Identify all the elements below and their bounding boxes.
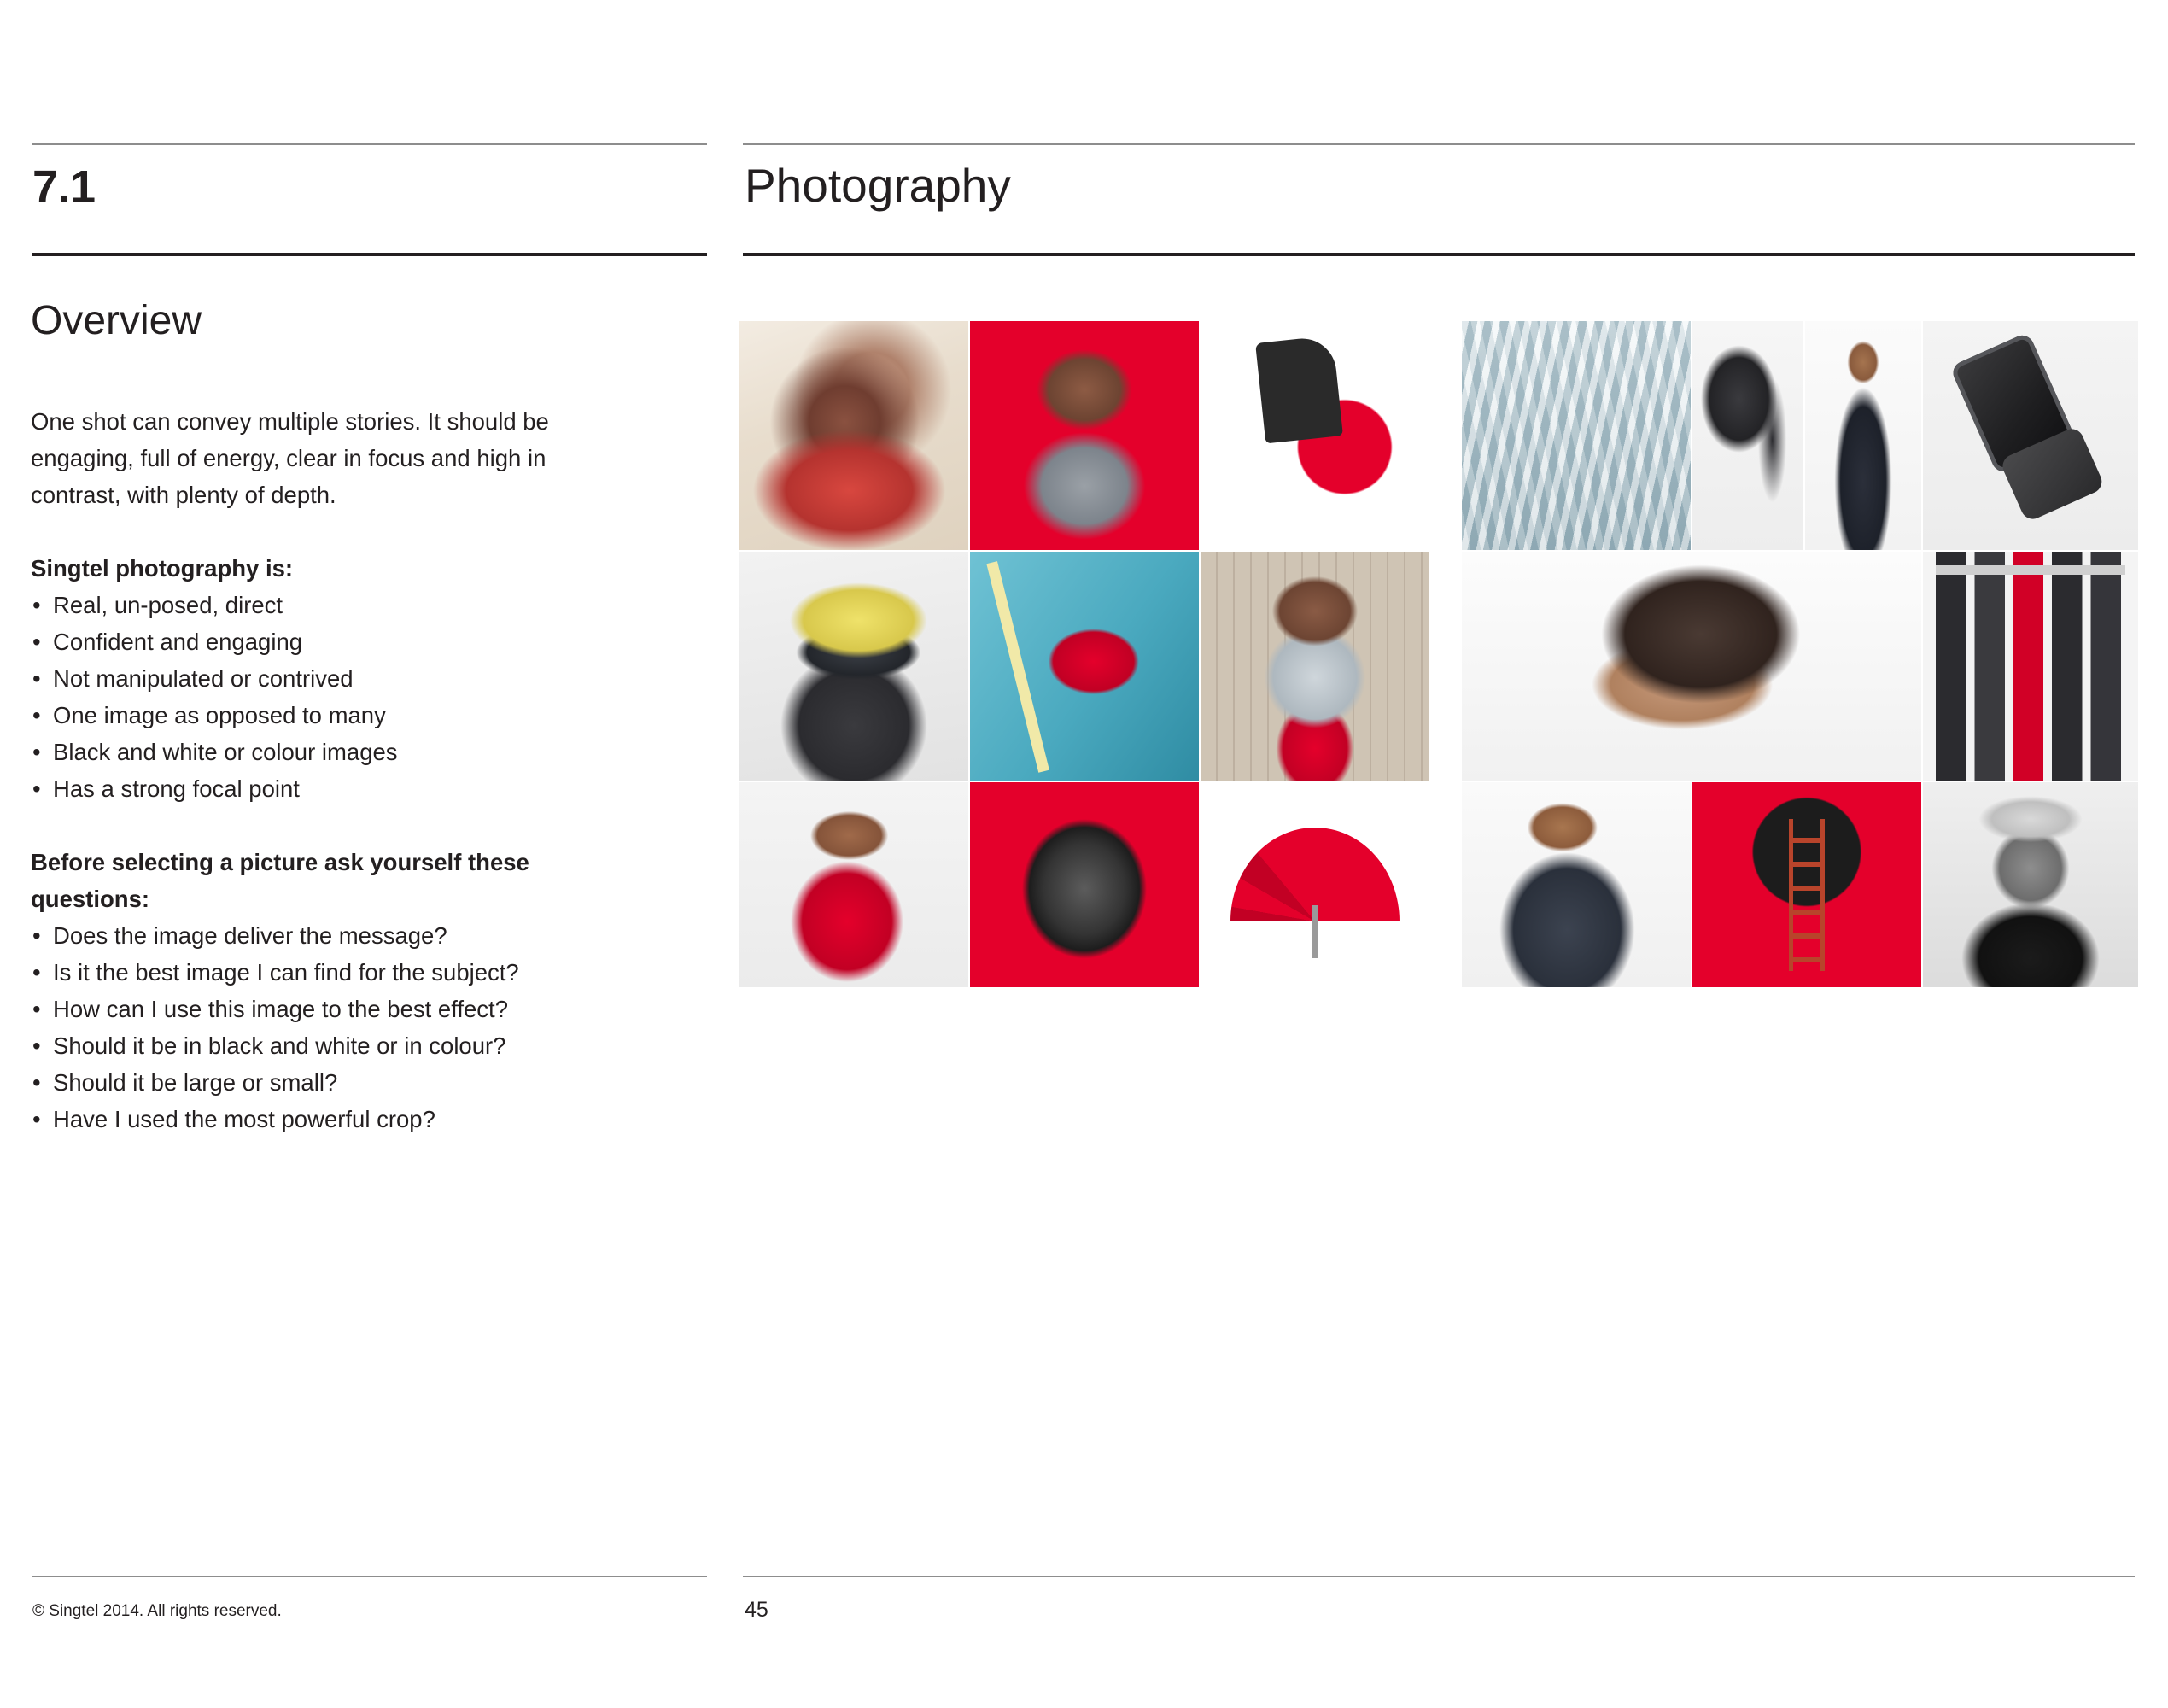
photo-mother-and-child-hug — [739, 321, 968, 550]
photo-legs-with-red-five — [1201, 321, 1429, 550]
section-number: 7.1 — [32, 161, 96, 213]
list-item: • Black and white or colour images — [31, 734, 577, 770]
right-top-divider — [743, 143, 2135, 145]
photo-coat-rack — [1923, 552, 2138, 781]
gallery-left-group — [739, 321, 1428, 1004]
right-header-divider — [743, 253, 2135, 256]
page-title: Photography — [745, 159, 1011, 212]
list-item: • Confident and engaging — [31, 623, 577, 660]
photography-gallery — [739, 321, 2138, 1004]
list-item: • Is it the best image I can find for the subject? — [31, 954, 577, 991]
left-top-divider — [32, 143, 707, 145]
left-header-divider — [32, 253, 707, 256]
list-item: • How can I use this image to the best effect? — [31, 991, 577, 1027]
picture-selection-questions-list — [31, 917, 577, 1138]
list-item: • Not manipulated or contrived — [31, 660, 577, 697]
photo-man-hat-portrait — [1923, 782, 2138, 987]
photo-mobile-handset — [1923, 321, 2138, 550]
right-footer-divider — [743, 1576, 2135, 1577]
photo-businessman-standing — [1805, 321, 1921, 550]
section-subtitle: Overview — [31, 298, 202, 343]
overview-body — [31, 403, 577, 1138]
copyright-notice: © Singtel 2014. All rights reserved. — [32, 1602, 282, 1620]
photo-ladder-on-red — [1692, 782, 1921, 987]
intro-paragraph: One shot can convey multiple stories. It should be engaging, full of energy, clear in focus and high in contrast, with plenty of depth. — [31, 408, 549, 508]
list-item: • Have I used the most powerful crop? — [31, 1101, 577, 1138]
photo-laughing-woman-red — [970, 321, 1199, 550]
list-item: • Does the image deliver the message? — [31, 917, 577, 954]
list2-heading: Before selecting a picture ask yourself these questions: — [31, 849, 529, 912]
list-item: • Has a strong focal point — [31, 770, 577, 807]
photo-ping-pong-paddle — [970, 552, 1199, 781]
photo-man-thinking-glasses — [1462, 552, 1921, 781]
photo-woman-laughing-fence — [1201, 552, 1429, 781]
photo-businessman-with-phone — [1462, 782, 1691, 987]
list1-heading: Singtel photography is: — [31, 555, 294, 582]
page-number: 45 — [745, 1598, 768, 1622]
photography-traits-list — [31, 587, 577, 807]
photo-woman-dancing-phone — [739, 782, 968, 987]
photo-swimmer-goggles — [739, 552, 968, 781]
left-footer-divider — [32, 1576, 707, 1577]
photo-red-umbrella — [1201, 782, 1429, 987]
list-item: • Real, un-posed, direct — [31, 587, 577, 623]
photo-data-centre — [1462, 321, 1691, 550]
list-item: • Should it be in black and white or in colour? — [31, 1027, 577, 1064]
photo-studio-camera — [1692, 321, 1803, 550]
list-item: • Should it be large or small? — [31, 1064, 577, 1101]
gallery-right-group — [1462, 321, 2138, 1004]
list-item: • One image as opposed to many — [31, 697, 577, 734]
photo-bluetooth-speaker — [970, 782, 1199, 987]
